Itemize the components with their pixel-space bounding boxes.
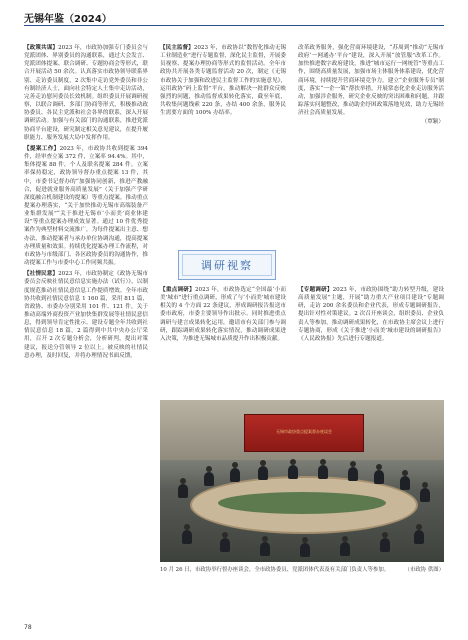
photo-attendee [400,476,410,490]
photo-attendee [220,538,230,552]
photo-attendee [340,542,350,556]
photo-attendee [318,465,328,479]
photo-attendee [348,467,358,481]
caption-text: 10 月 26 日，市政协举行督办座谈会，全市政协委员、党派团体代表及有关部门负责人等参加。 [160,567,390,573]
page-header [24,8,444,28]
photo-credit: （市政协 供图） [404,567,444,573]
photo-caption [160,566,444,590]
column-middle-bottom [160,286,286,394]
paragraph-body: 2023 年，市政协以“数智化推动无锡工业制造业”进行专题监督，深化民主监督，开展委员视察、提案办理协商等形式的监督活动。全年市政协共开展各类专题监督活动 20 次，制定《无锡市政协关于加强和改进民主监督工作的实施意见》，运用政协“码上监督”平台，推动解决一批群众反映强烈的问题，推动监督成果转化落实，截至年底，共收集问题线索 220 条，办结 400 余条，服务民生需要方面的 100% 办结率。 [160,45,286,117]
author-signature: （覃颖） [421,119,444,126]
page-number: 78 [24,624,32,631]
photo-banner-screen [244,414,364,452]
photo-attendee [204,472,214,486]
column-left [24,44,148,612]
photo-table-center [218,492,386,514]
paragraph-policy [24,44,148,142]
paragraph-body: 2023 年，市政协制定《政协无锡市委员会反映社情民意信息实施办法（试行）》，以制度规范推动社情民意信息工作提质增效。全年市政协共收到社情民意信息 1 160 篇，采用 811 篇，省政协、市委办分别采用 101 件、121 件，关于推动高端外商投资产业加快集群发展等社情民意信息，得到领导肯定性批示。建设专题全年共收到社情民意信息 18 篇，2 篇得到中共中央办公厅采用，召开 2 次专题分析会，分析研判，提出对策建议，报送分管领导 2 位以上。被反映的社情民意办理，及时回复，并将办理情况书面反馈。 [24,271,148,359]
photo-attendee [374,470,384,484]
paragraph-key-research [160,286,286,343]
column-middle-top [160,44,286,224]
paragraph-body: 2023 年，市政协加强专门委员会与党派团体、界别委员的沟通联系，通过大会发言、党派团体提案、联合调研、专题协商会等形式，联合开展活动 50 余次。认真落实市政协领导联系界别、走访委员制度，2 次集中走访党外委员和非公有制经济人士，面向社会特定人士集中走访活动，完善走访慰问委员长效机制。组织委员开展调研视察，以联合调研、多部门协商等形式，积极推动政协委员、各民主党派和社会各界的联系，深入开展调研活动。加强与有关部门的沟通联系，推进党派协商平台建设，研究制定相关意见建议，在提升履职能力、服务发展大局中发挥作用。 [24,45,148,141]
photo-attendee [300,543,310,557]
paragraph-lead: 【社情民意】 [24,271,59,278]
photo-attendee [258,466,268,480]
paragraph-proposal [24,145,148,267]
photo-banner-text: 无锡市政协重点提案督办座谈会 [276,429,332,434]
section-heading-banner [178,250,276,280]
header-rule [24,25,444,26]
paragraph-body: 2023 年，市政协选定“全国最‘小而美’城市”进行重点调研，形成了与‘小而美’城市建设相关的 4 个方面 22 条建议，形成调研报告报送市委市政府，市委主要领导作出批示。同时推进重点调研与建言成果转化运用，邀请市有关部门参与调研，跟踪调研成果转化落实情况，推动调研成果进入决策，为推进无锡城市品质提升作出积极贡献。 [160,287,286,342]
section-heading-frame [182,254,272,276]
section-heading: 调研视察 [201,259,253,272]
paragraph-lead: 【政策共谋】 [24,45,59,51]
column-right-top [298,44,444,224]
paragraph-body: 改革政务服务，强化营商环境建设，“苏周到”推动“无锡市政府‘一网通办’平台”建设，深入开展“放管服”改革工作。加快推进数字政府建设，推进“城市运行一网统管”等重点工作，围绕高质量发展，加强市场主体服务体系建设，优化营商环境，持续提升营商环境竞争力。建立“企业服务专员”制度，落实“一企一策”帮扶举措，开展常态化企业走访服务活动，加强涉企服务，研究企业反映的突出困难和问题，并跟踪落实问题整改，推动助企纾困政策落地见效，助力无锡经济社会高质量发展。 [298,45,444,117]
paragraph-body: 2023 年，市政协围绕“助力转型升级，建设高质量发展”主题，开展“助力重大产业项目建设”专题调研，走访 200 余名委员和企业代表，形成专题调研报告，提出针对性对策建议。2 次召开座谈会，组织委员、企业负责人等参加，推动调研成果转化，在市政协主席会议上进行专题协商，形成《关于推进‘小而美’城市建设的调研报告》《人民政协报》先后进行专题报道。 [298,287,444,342]
photo-attendee [420,488,430,502]
column-right-bottom [298,286,444,394]
meeting-photo [160,400,444,562]
paragraph-body: 2023 年，市政协共收到提案 394 件，经审查立案 372 件，立案率 94.4%。其中，集体提案 88 件，个人及联名提案 284 件。立案率保持稳定，政协领导督办重点提案 13 件，其中，市委书记督办的“加强协同创新，推进产教融合，促进就业服务高质量发展”（关于加强产学研深度融合机制建设的提案）等重点提案。推动重点提案办理落实，“关于加快推动无锡市高端装备产业集群发展”“关于推进无锡市‘小而美’商业体建设”等重点提案办理成效显著。通过 10 件优秀提案作为典型材料交流推广，为每件提案出主意、想办法，推动提案者与承办单位协调沟通，提高提案办理质量和效果。持续优化提案办理工作流程，对市政协与市级部门、各区政协委员的沟通协作，推动提案工作与市委中心工作同频共振。 [24,145,148,267]
paragraph-topic-research [298,286,444,343]
paragraph-public-opinion [24,270,148,360]
paragraph-lead: 【重点调研】 [160,287,195,293]
photo-attendee [380,538,390,552]
photo-attendee [288,465,298,479]
photo-attendee [230,468,240,482]
paragraph-continued [298,44,444,127]
photo-attendee [414,530,424,544]
paragraph-supervision [160,44,286,117]
paragraph-lead: 【专题调研】 [298,287,333,293]
photo-attendee [178,484,188,498]
photo-attendee [182,530,192,544]
paragraph-lead: 【提案工作】 [24,145,60,152]
paragraph-lead: 【民主监督】 [160,45,194,51]
photo-conference-table [190,476,418,534]
running-title: 无锡年鉴（2024） [24,14,112,25]
photo-attendee [260,542,270,556]
